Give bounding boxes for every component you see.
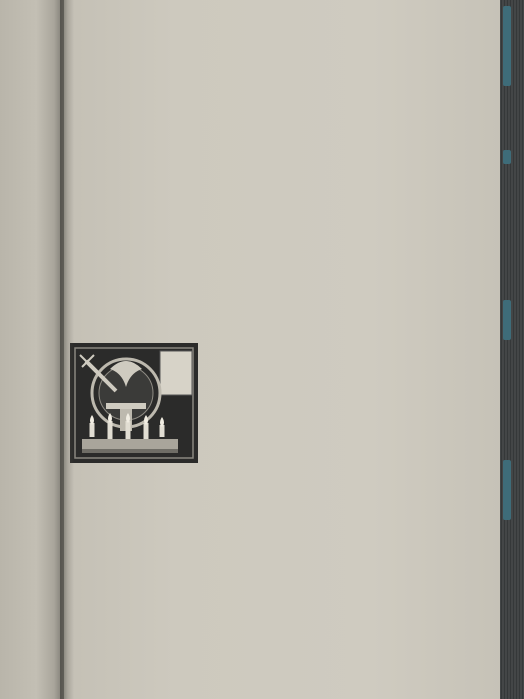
- bookmark-tab: [503, 150, 511, 164]
- page-edges: [500, 0, 524, 699]
- drop-cap-illustration: [70, 343, 198, 463]
- bookmark-tab: [503, 460, 511, 520]
- drop-cap-ornament-icon: [70, 343, 198, 463]
- left-page: [0, 0, 66, 699]
- right-page: [64, 0, 504, 699]
- bookmark-tab: [503, 300, 511, 340]
- bookmark-tab: [503, 6, 511, 86]
